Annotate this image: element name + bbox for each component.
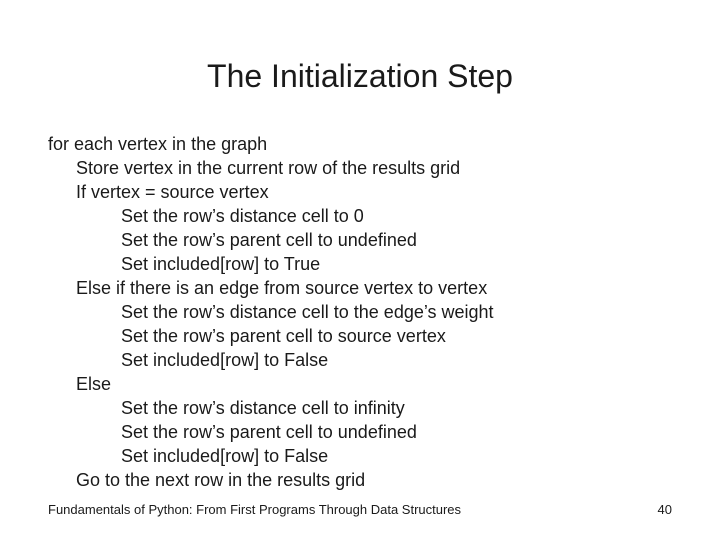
pseudocode-line: Set the row’s distance cell to the edge’s weight bbox=[121, 302, 494, 322]
pseudocode-line: Set the row’s parent cell to undefined bbox=[121, 422, 417, 442]
page-number: 40 bbox=[657, 502, 672, 517]
pseudocode-line: Go to the next row in the results grid bbox=[76, 470, 366, 490]
pseudocode-line: Set the row’s parent cell to undefined bbox=[121, 230, 417, 250]
pseudocode-line: Set the row’s parent cell to source vertex bbox=[121, 326, 446, 346]
slide-title-text: The Initialization Step bbox=[207, 58, 513, 94]
pseudocode-line: Set included[row] to True bbox=[121, 254, 321, 274]
pseudocode-line: Else bbox=[76, 374, 112, 394]
pseudocode-line: for each vertex in the graph bbox=[48, 134, 268, 154]
pseudocode-line: Store vertex in the current row of the results grid bbox=[76, 158, 461, 178]
pseudocode-line: Set the row’s distance cell to 0 bbox=[121, 206, 364, 226]
pseudocode-line: Else if there is an edge from source vertex to vertex bbox=[76, 278, 488, 298]
pseudocode-line: Set included[row] to False bbox=[121, 446, 329, 466]
pseudocode-line: Set the row’s distance cell to infinity bbox=[121, 398, 405, 418]
footer-text: Fundamentals of Python: From First Programs Through Data Structures bbox=[48, 502, 462, 517]
pseudocode-line: Set included[row] to False bbox=[121, 350, 329, 370]
pseudocode-line: If vertex = source vertex bbox=[76, 182, 269, 202]
slide-title bbox=[0, 56, 720, 96]
